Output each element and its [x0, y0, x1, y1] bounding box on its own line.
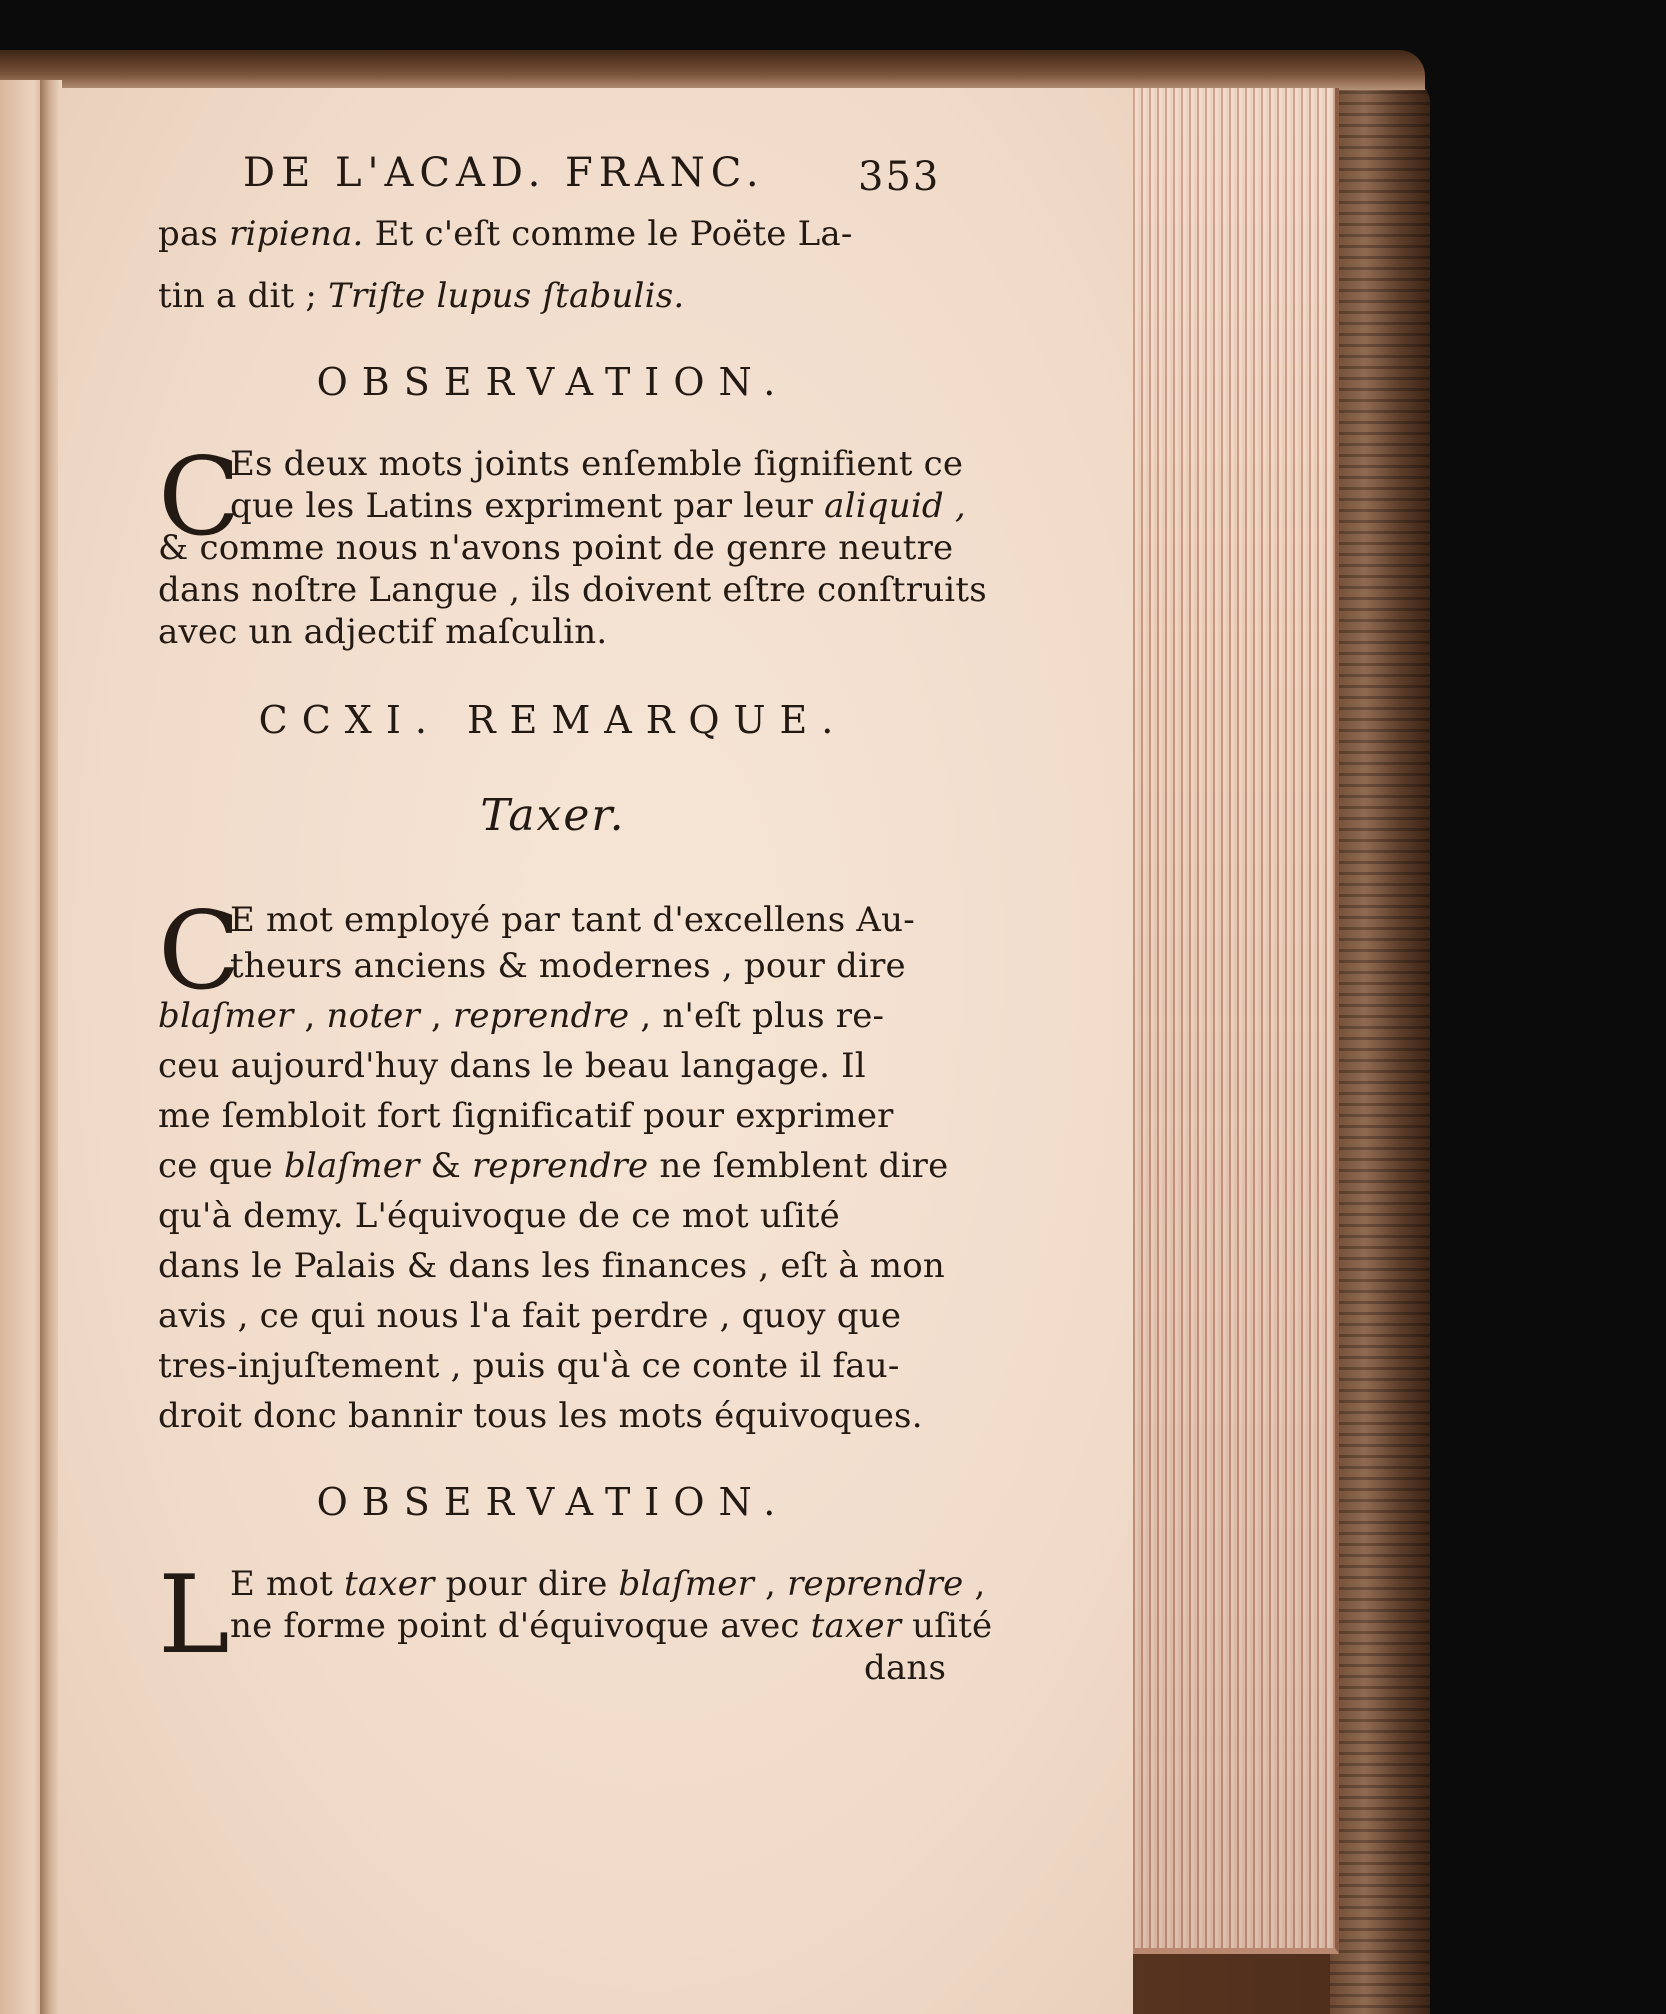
remark-line: avis , ce qui nous l'a fait perdre , quoy que	[158, 1296, 902, 1336]
remark-line: ceu aujourd'huy dans le beau langage. Il	[158, 1046, 866, 1086]
drop-cap: C	[158, 435, 241, 560]
remark-line: droit donc bannir tous les mots équivoques.	[158, 1396, 923, 1436]
observation-line: que les Latins expriment par leur aliquid ,	[230, 486, 966, 526]
observation-heading: OBSERVATION.	[316, 1480, 790, 1524]
page-number: 353	[858, 154, 941, 200]
remark-line: me ſembloit fort ſignificatif pour exprimer	[158, 1096, 894, 1136]
observation-line: dans noſtre Langue , ils doivent eſtre conſtruits	[158, 570, 987, 610]
catchword: dans	[864, 1648, 947, 1688]
observation-line: avec un adjectif maſculin.	[158, 612, 608, 652]
observation-line: ne forme point d'équivoque avec taxer uſité	[230, 1606, 993, 1646]
observation-line: & comme nous n'avons point de genre neutre	[158, 528, 954, 568]
carryover-line-1: pas ripiena. Et c'eſt comme le Poëte La-	[158, 214, 853, 254]
running-head	[243, 150, 953, 196]
drop-cap: L	[158, 1553, 230, 1678]
observation-heading: OBSERVATION.	[316, 360, 790, 404]
remark-line: dans le Palais & dans les finances , eſt à mon	[158, 1246, 946, 1286]
remark-line: E mot employé par tant d'excellens Au-	[230, 900, 915, 940]
book-spine-edge	[1330, 80, 1430, 2014]
remark-line: ce que blaſmer & reprendre ne ſemblent dire	[158, 1146, 949, 1186]
remark-heading: CCXI. REMARQUE.	[258, 698, 848, 742]
book-top-edge	[0, 50, 1425, 90]
remark-line: tres-injuſtement , puis qu'à ce conte il fau-	[158, 1346, 900, 1386]
remark-line: theurs anciens & modernes , pour dire	[230, 946, 906, 986]
observation-line: E mot taxer pour dire blaſmer , reprendre ,	[230, 1564, 986, 1604]
remark-line: qu'à demy. L'équivoque de ce mot uſité	[158, 1196, 840, 1236]
carryover-line-2: tin a dit ; Triſte lupus ſtabulis.	[158, 276, 685, 316]
remark-title: Taxer.	[480, 790, 626, 841]
remark-line: blaſmer , noter , reprendre , n'eſt plus re-	[158, 996, 885, 1036]
observation-line: Es deux mots joints enſemble ſignifient ce	[230, 444, 964, 484]
page-block-edge	[1130, 88, 1339, 1954]
drop-cap: C	[158, 889, 241, 1014]
running-head-title: DE L'ACAD. FRANC.	[243, 150, 765, 196]
